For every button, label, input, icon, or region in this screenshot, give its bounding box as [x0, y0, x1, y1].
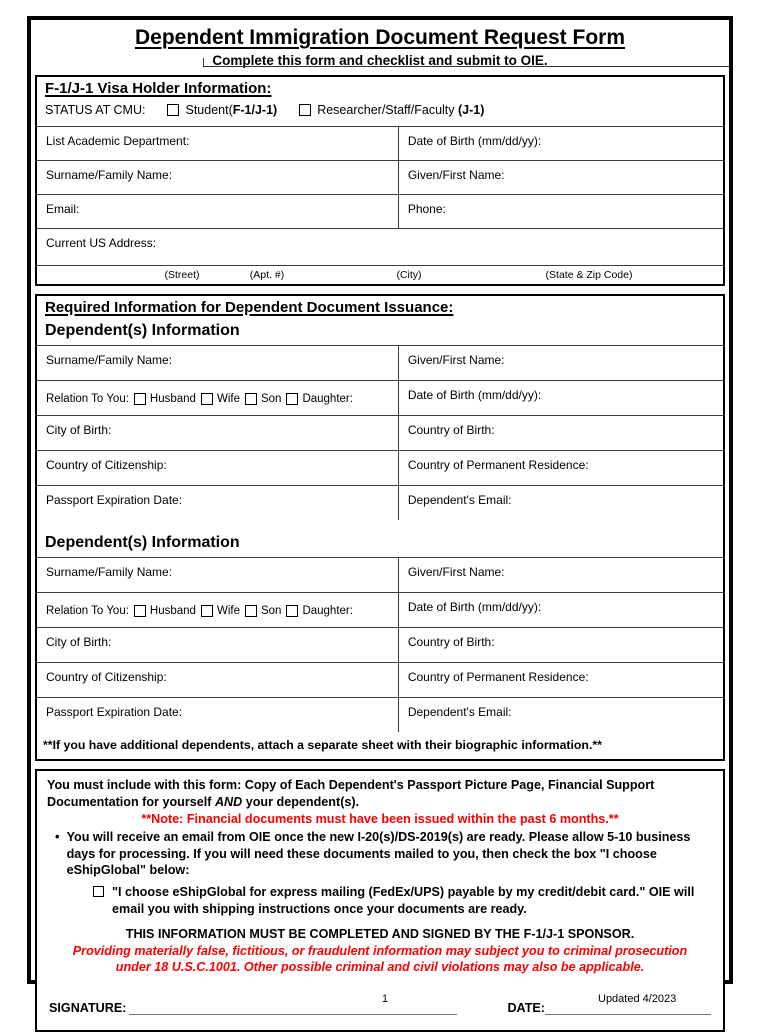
surname-field[interactable]: [37, 161, 398, 194]
address-sublabels-row: [37, 265, 723, 284]
page-number: 1: [381, 993, 389, 1005]
city-of-birth-field[interactable]: [37, 416, 398, 450]
field-label: Current US Address:: [46, 236, 157, 250]
field-label: Given/First Name:: [407, 168, 505, 182]
field-label: Dependent's Email:: [407, 493, 512, 507]
date-label: DATE:: [507, 1000, 545, 1015]
country-of-birth-field[interactable]: [398, 416, 723, 450]
date-of-birth-field[interactable]: [398, 127, 723, 160]
dependent-given-name-field[interactable]: [398, 558, 723, 592]
dependent-surname-field[interactable]: [37, 558, 398, 592]
phone-field[interactable]: [398, 195, 723, 228]
city-sublabel: (City): [396, 269, 422, 281]
checkbox-son[interactable]: [245, 605, 257, 617]
checkbox-son[interactable]: [245, 393, 257, 405]
dependent-block-heading: Dependent(s) Information: [45, 534, 240, 551]
dependent-given-name-field[interactable]: [398, 346, 723, 380]
current-us-address-field[interactable]: [37, 228, 723, 265]
passport-expiration-field[interactable]: [37, 486, 398, 520]
dependent-block-2: [37, 520, 723, 759]
relation-field[interactable]: [37, 381, 398, 415]
checkbox-husband[interactable]: [134, 393, 146, 405]
relation-option-label: Son: [260, 605, 282, 617]
table-row: [37, 160, 723, 194]
legal-warning-red: Providing materially false, fictitious, or fraudulent information may subject you to criminal prosecution under 18 U.S.C.1001. Other possible criminal and civil violations may also be applicable.: [72, 944, 688, 975]
dependent-dob-field[interactable]: [398, 593, 723, 627]
include-instructions-text: You must include with this form: Copy of Each Dependent's Passport Picture Page, Financial Support Documentation for yourself AND your dependent(s).: [47, 778, 655, 809]
field-label: Surname/Family Name:: [46, 168, 173, 182]
status-option-student: [167, 103, 277, 117]
field-label: Country of Birth:: [407, 423, 495, 437]
updated-date: Updated 4/2023: [598, 993, 677, 1005]
field-label: Dependent's Email:: [407, 705, 512, 719]
field-label: List Academic Department:: [46, 134, 190, 148]
table-row: [37, 194, 723, 228]
apt-sublabel: (Apt. #): [249, 269, 285, 281]
header-divider-line: [203, 58, 729, 67]
table-row: [37, 592, 723, 627]
page-subtitle: Complete this form and checklist and submit to OIE.: [212, 53, 548, 68]
dependent-email-field[interactable]: [398, 698, 723, 732]
relation-option-label: Wife: [216, 393, 240, 405]
dependent-block-heading: Dependent(s) Information: [45, 322, 240, 339]
field-label: Country of Permanent Residence:: [407, 670, 589, 684]
permanent-residence-field[interactable]: [398, 663, 723, 697]
field-label: Passport Expiration Date:: [46, 705, 183, 719]
status-option-researcher-label: Researcher/Staff/Faculty (J-1): [317, 103, 485, 117]
table-row: [37, 380, 723, 415]
page-title: Dependent Immigration Document Request Form: [134, 26, 626, 49]
field-label: Country of Permanent Residence:: [407, 458, 589, 472]
relation-label: Relation To You:: [46, 393, 129, 405]
dependent-section-heading: Required Information for Dependent Document Issuance:: [45, 299, 454, 316]
dependent-block-1: [37, 319, 723, 520]
visa-section-heading: F-1/J-1 Visa Holder Information:: [45, 80, 272, 97]
street-sublabel: (Street): [164, 269, 200, 281]
city-of-birth-field[interactable]: [37, 628, 398, 662]
checkbox-daughter[interactable]: [286, 605, 298, 617]
field-label: Phone:: [407, 202, 446, 216]
eship-option: [93, 884, 707, 917]
citizenship-field[interactable]: [37, 451, 398, 485]
field-label: Surname/Family Name:: [46, 353, 173, 367]
checkbox-eshipglobal[interactable]: [93, 886, 104, 897]
country-of-birth-field[interactable]: [398, 628, 723, 662]
given-name-field[interactable]: [398, 161, 723, 194]
additional-dependents-note: **If you have additional dependents, attach a separate sheet with their biographic information.**: [43, 738, 602, 752]
table-row: [37, 697, 723, 732]
relation-option-label: Daughter:: [302, 605, 353, 617]
table-row: [37, 450, 723, 485]
table-row: [37, 415, 723, 450]
email-processing-bullet: [47, 829, 713, 878]
field-label: Country of Citizenship:: [46, 458, 167, 472]
relation-label: Relation To You:: [46, 605, 129, 617]
status-option-student-label: Student(F-1/J-1): [185, 103, 278, 117]
field-label: Country of Citizenship:: [46, 670, 167, 684]
table-row: [37, 557, 723, 592]
relation-option-label: Husband: [149, 393, 196, 405]
table-row: [37, 627, 723, 662]
email-field[interactable]: [37, 195, 398, 228]
relation-field[interactable]: [37, 593, 398, 627]
status-label: STATUS AT CMU:: [45, 103, 146, 117]
table-row: [37, 345, 723, 380]
table-row: [37, 126, 723, 160]
checkbox-researcher[interactable]: [299, 104, 311, 116]
table-row: [37, 662, 723, 697]
field-label: Given/First Name:: [407, 353, 505, 367]
field-label: Passport Expiration Date:: [46, 493, 183, 507]
table-row: [37, 485, 723, 520]
citizenship-field[interactable]: [37, 663, 398, 697]
relation-option-label: Son: [260, 393, 282, 405]
field-label: Given/First Name:: [407, 565, 505, 579]
dependent-email-field[interactable]: [398, 486, 723, 520]
field-label: Date of Birth (mm/dd/yy):: [407, 388, 542, 402]
academic-department-field[interactable]: [37, 127, 398, 160]
field-label: Date of Birth (mm/dd/yy):: [407, 600, 542, 614]
checkbox-daughter[interactable]: [286, 393, 298, 405]
bullet-text: You will receive an email from OIE once the new I-20(s)/DS-2019(s) are ready. Please allow 5-10 business days for processing. If you will need these documents mailed to you, then check the box "I choose eShipGlobal" below:: [66, 830, 691, 877]
field-label: Date of Birth (mm/dd/yy):: [407, 134, 542, 148]
field-label: City of Birth:: [46, 635, 112, 649]
checkbox-husband[interactable]: [134, 605, 146, 617]
dependent-info-section: [35, 294, 725, 761]
dependent-dob-field[interactable]: [398, 381, 723, 415]
checkbox-wife[interactable]: [201, 393, 213, 405]
eship-label: "I choose eShipGlobal for express mailing (FedEx/UPS) payable by my credit/debit card." OIE will email you with shipping instructions once your documents are ready.: [112, 885, 695, 916]
permanent-residence-field[interactable]: [398, 451, 723, 485]
status-option-researcher: [299, 103, 484, 117]
field-label: Country of Birth:: [407, 635, 495, 649]
sponsor-statement: THIS INFORMATION MUST BE COMPLETED AND SIGNED BY THE F-1/J-1 SPONSOR.: [125, 927, 635, 942]
visa-holder-section: [35, 75, 725, 286]
relation-option-label: Daughter:: [302, 393, 353, 405]
bullet-icon: •: [55, 829, 60, 845]
field-label: Email:: [46, 202, 80, 216]
field-label: Surname/Family Name:: [46, 565, 173, 579]
status-row: [37, 100, 723, 126]
page-footer: [0, 993, 770, 1009]
signature-label: SIGNATURE:: [49, 1000, 127, 1015]
relation-option-label: Husband: [149, 605, 196, 617]
field-label: City of Birth:: [46, 423, 112, 437]
passport-expiration-field[interactable]: [37, 698, 398, 732]
state-zip-sublabel: (State & Zip Code): [545, 269, 633, 281]
checkbox-student[interactable]: [167, 104, 179, 116]
relation-option-label: Wife: [216, 605, 240, 617]
dependent-surname-field[interactable]: [37, 346, 398, 380]
financial-note-red: **Note: Financial documents must have been issued within the past 6 months.**: [141, 812, 619, 827]
checkbox-wife[interactable]: [201, 605, 213, 617]
